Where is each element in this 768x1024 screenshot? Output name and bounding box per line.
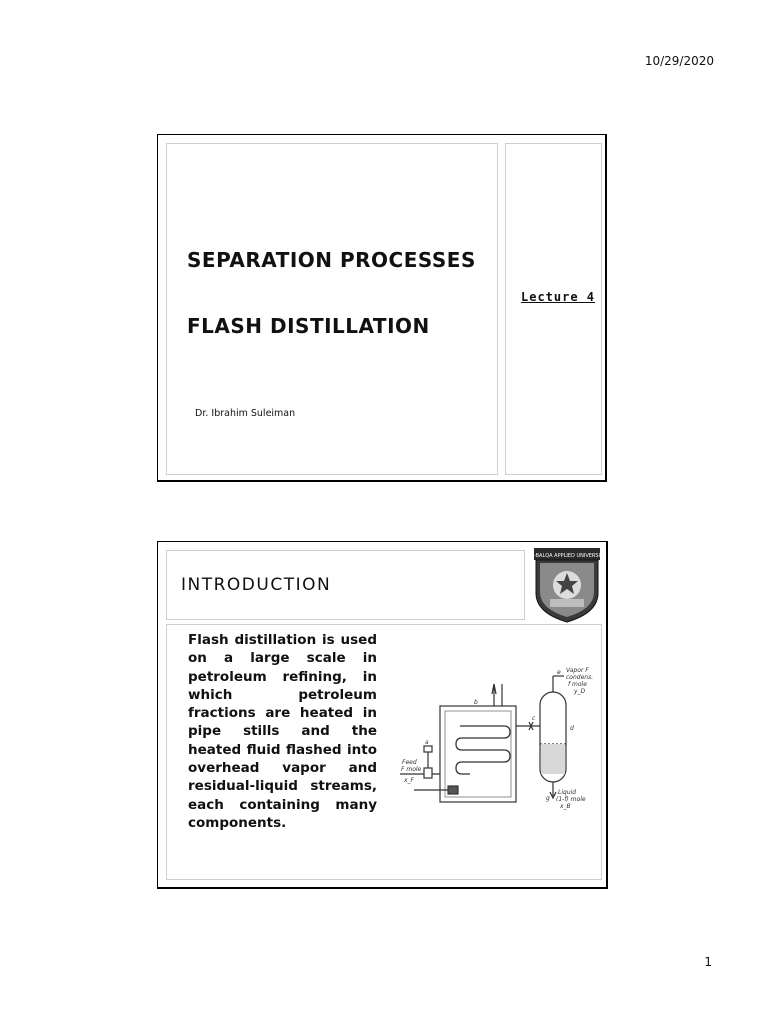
- label-a: a: [425, 739, 429, 746]
- slide-title-line2: FLASH DISTILLATION: [187, 314, 430, 338]
- liquid-label-2: (1-f) mole: [556, 796, 586, 803]
- page-number: 1: [704, 955, 712, 969]
- vapor-label-2: condens.: [566, 674, 594, 681]
- heating-coil: [456, 726, 510, 774]
- flash-distillation-diagram: [400, 664, 595, 824]
- slide-header: [166, 550, 525, 620]
- slide-heading: INTRODUCTION: [181, 575, 332, 595]
- lecture-panel: [505, 143, 602, 475]
- author-name: Dr. Ibrahim Suleiman: [195, 408, 296, 419]
- lecture-label: Lecture 4: [521, 290, 596, 304]
- liquid-label: Liquid: [558, 789, 577, 796]
- slide-introduction: [157, 541, 608, 889]
- feed-label-3: x_F: [404, 777, 415, 784]
- slide-title-line1: SEPARATION PROCESSES: [187, 248, 476, 272]
- label-d: d: [570, 725, 574, 732]
- label-b: b: [474, 699, 478, 706]
- slide-title: [157, 134, 607, 482]
- vapor-label: Vapor F: [566, 667, 589, 674]
- feed-label: Feed: [402, 759, 417, 766]
- feed-label-2: F mole: [401, 766, 422, 773]
- liquid-label-3: x_B: [560, 803, 571, 810]
- university-logo: [527, 547, 607, 623]
- title-panel: [166, 143, 498, 475]
- logo-text: AL-BALQA APPLIED UNIVERSITY: [527, 553, 607, 559]
- label-e: e: [557, 669, 561, 676]
- vapor-label-4: y_D: [574, 688, 586, 695]
- intro-paragraph: Flash distillation is used on a large scale in petroleum refining, in which petroleum fractions are heated in pipe stills and the heated fluid flashed into overhead vapor and residual-liquid streams, each containing many components.: [188, 632, 377, 831]
- print-date: 10/29/2020: [644, 54, 714, 68]
- label-g: g: [546, 795, 550, 802]
- vapor-label-3: f mole: [568, 681, 587, 688]
- label-c: c: [532, 715, 536, 722]
